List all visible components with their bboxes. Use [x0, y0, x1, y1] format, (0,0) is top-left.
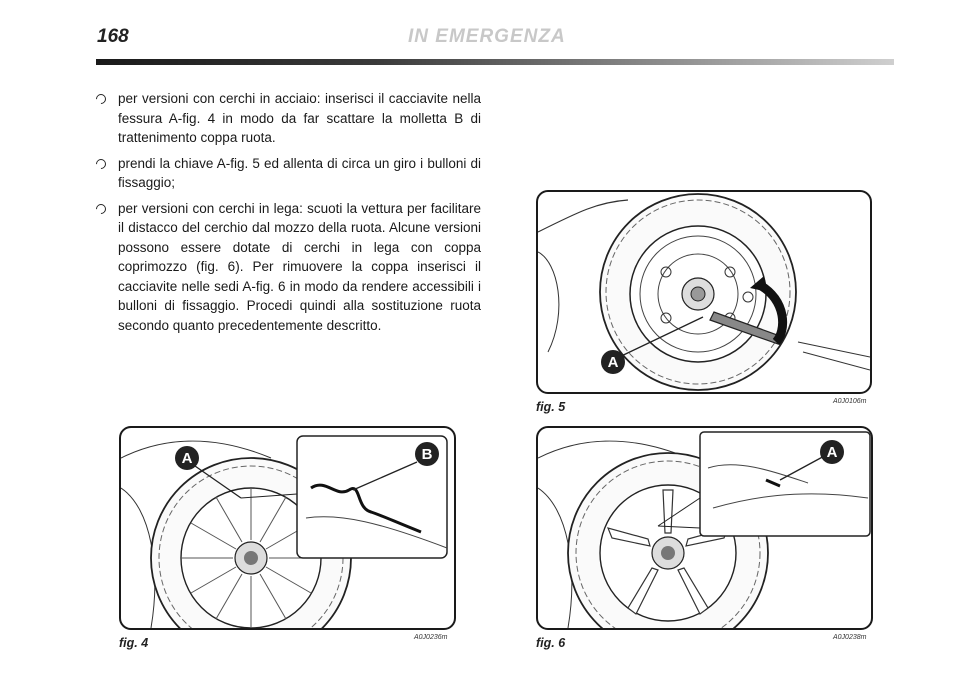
- instruction-text: per versioni con cerchi in lega: scuoti la vettura per facilitare il distacco del cerchio dal mozzo della ruota. Alcune versioni possono essere dotate di cerchi in lega con coppa coprimozzo (fig. 6). Per rimuovere la coppa inserisci il cacciavite nelle sedi A-fig. 6 in modo da rendere accessibili i bulloni di fissaggio. Procedi quindi alla sostituzione ruota secondo quanto precedentemente descritto.: [118, 200, 481, 333]
- callout-A: A: [181, 450, 193, 467]
- bullet-circle-icon: [94, 92, 108, 106]
- bullet-circle-icon: [94, 201, 108, 215]
- figure-5: [536, 190, 872, 394]
- instruction-item: [96, 89, 481, 148]
- steel-wheel-hubcap-illustration: [121, 428, 454, 628]
- instruction-list: [96, 89, 481, 341]
- callout-B: B: [421, 446, 433, 463]
- figure-5-code: A0J0106m: [833, 398, 867, 405]
- figure-5-caption: fig. 5: [536, 400, 566, 414]
- alloy-wheel-hubcap-illustration: [538, 428, 871, 628]
- instruction-item: [96, 199, 481, 336]
- header-rule: [96, 59, 894, 65]
- figure-6-caption: fig. 6: [536, 636, 566, 650]
- callout-A: A: [607, 354, 619, 371]
- section-title: IN EMERGENZA: [408, 26, 566, 47]
- figure-4-code: A0J0236m: [414, 634, 448, 641]
- figure-4: [119, 426, 456, 630]
- figure-4-caption: fig. 4: [119, 636, 149, 650]
- instruction-text: prendi la chiave A-fig. 5 ed allenta di circa un giro i bulloni di fissaggio;: [118, 155, 481, 190]
- figure-6: [536, 426, 873, 630]
- wheel-wrench-illustration: [538, 192, 870, 392]
- instruction-text: per versioni con cerchi in acciaio: inserisci il cacciavite nella fessura A-fig. 4 in modo da far scattare la molletta B di trattenimento coppa ruota.: [118, 91, 481, 145]
- page-number: 168: [97, 26, 129, 47]
- instruction-item: [96, 154, 481, 193]
- callout-A: A: [826, 444, 838, 461]
- figure-6-code: A0J0238m: [833, 634, 867, 641]
- bullet-circle-icon: [94, 156, 108, 170]
